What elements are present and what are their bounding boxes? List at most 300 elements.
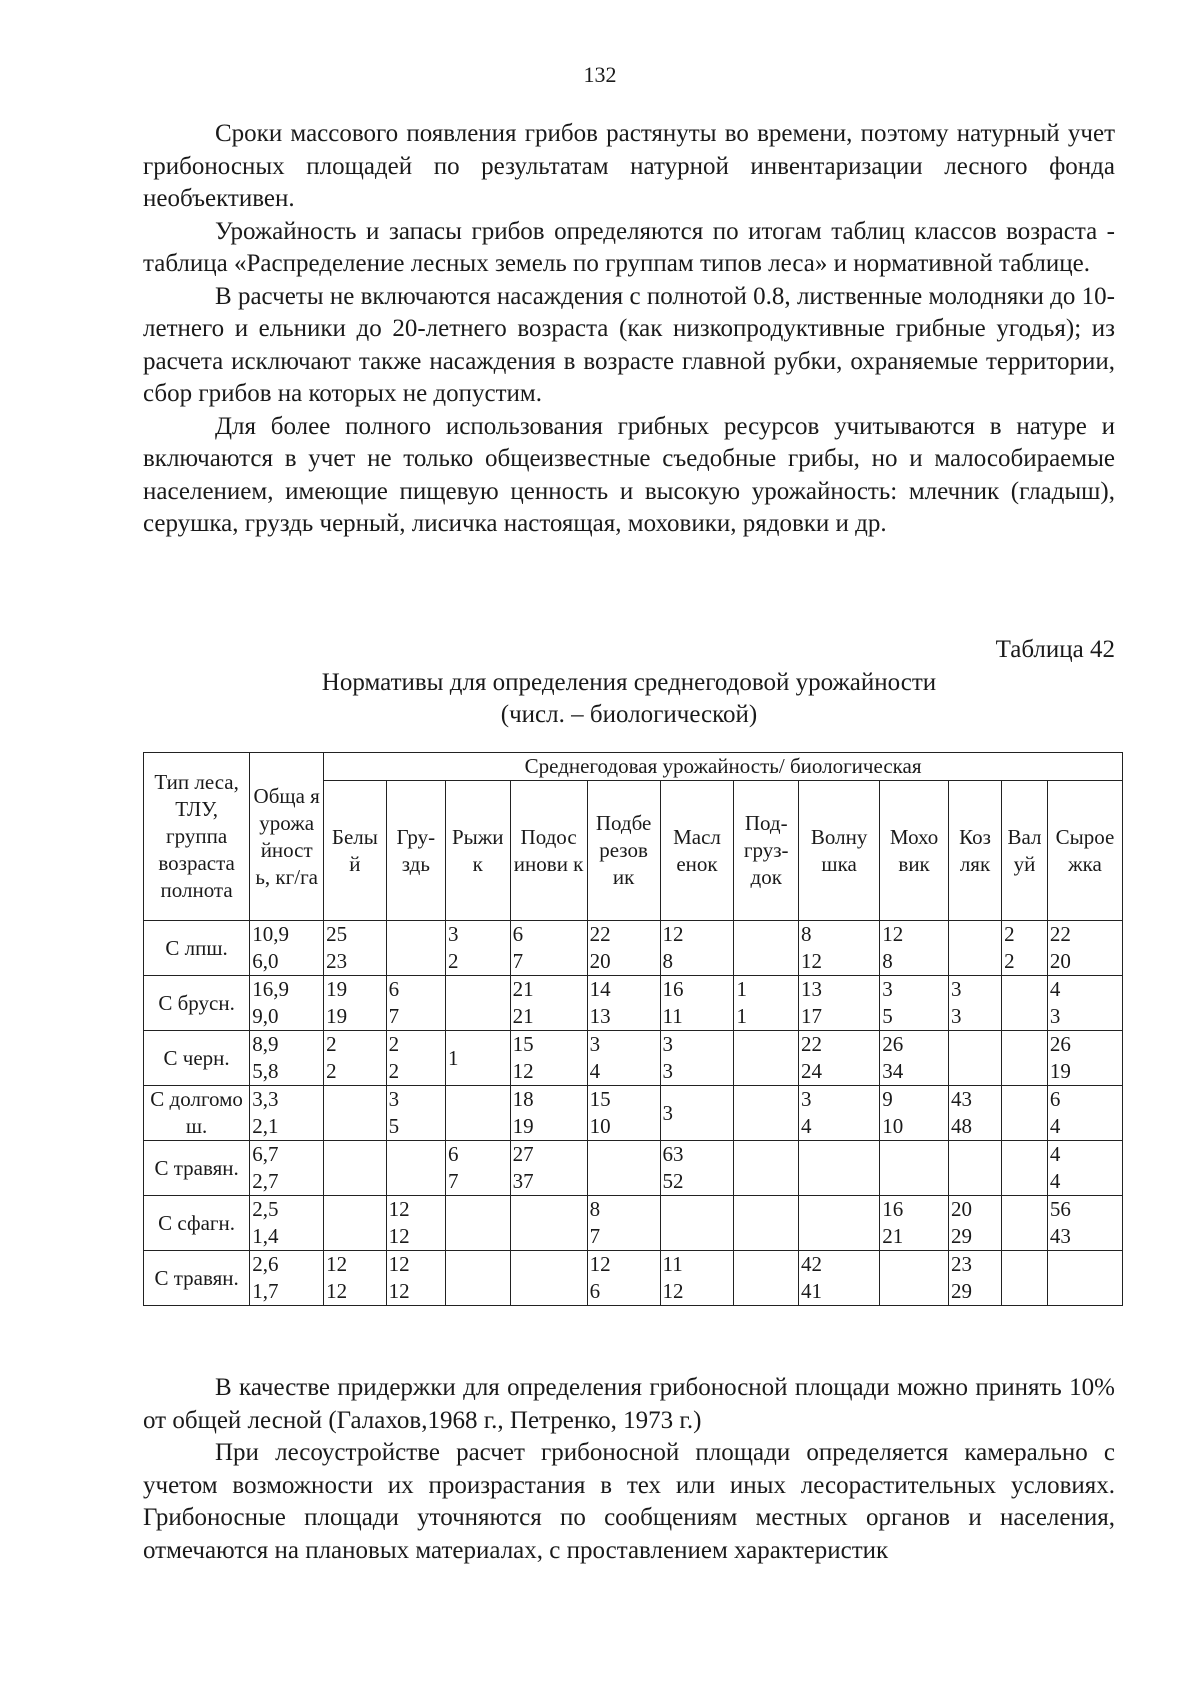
yield-cell [510, 1196, 587, 1251]
row-label: С долгомо ш. [144, 1086, 250, 1141]
cell-value: 17 [801, 1004, 823, 1028]
total-yield-cell [250, 976, 324, 1031]
header-species: Волну шка [799, 781, 880, 921]
yield-cell [880, 1141, 949, 1196]
cell-value: 5,8 [252, 1059, 279, 1083]
table-row [144, 1086, 1123, 1141]
cell-value: 10 [589, 1114, 611, 1138]
cell-value: 2 [388, 1032, 400, 1056]
cell-value: 12 [388, 1252, 410, 1276]
cell-value: 2 [326, 1032, 337, 1056]
yield-cell [324, 1196, 386, 1251]
cell-value [513, 1278, 585, 1305]
yield-cell [734, 1141, 799, 1196]
cell-value [736, 1223, 796, 1250]
yield-cell [880, 921, 949, 976]
header-species: Сырое жка [1047, 781, 1122, 921]
row-label: С сфагн. [144, 1196, 250, 1251]
yield-cell [1047, 1141, 1122, 1196]
cell-value [663, 1223, 732, 1250]
cell-value: 8 [882, 949, 893, 973]
cell-value: 8 [589, 1197, 601, 1221]
cell-value: 8,9 [252, 1032, 279, 1056]
cell-value: 23 [950, 1252, 972, 1276]
cell-value [1004, 1141, 1045, 1168]
total-yield-cell [250, 1086, 324, 1141]
yield-cell [1002, 1031, 1048, 1086]
cell-value: 2 [1004, 949, 1015, 973]
cell-value: 12 [882, 922, 904, 946]
table-title-line-2: (числ. – биологической) [500, 701, 758, 728]
cell-value: 26 [882, 1032, 904, 1056]
cell-value [736, 948, 796, 975]
cell-value [882, 1251, 946, 1278]
table-row [144, 921, 1123, 976]
yield-cell [587, 1086, 660, 1141]
yield-cell [660, 1086, 734, 1141]
cell-value: 2 [1004, 922, 1015, 946]
yield-cell [324, 1086, 386, 1141]
cell-value: 10,9 [252, 922, 289, 946]
cell-value: 6 [388, 977, 400, 1001]
yield-cell [510, 1031, 587, 1086]
cell-value [1004, 1086, 1045, 1113]
cell-value: 3 [950, 977, 962, 1001]
cell-value: 23 [326, 949, 348, 973]
yield-cell [1047, 976, 1122, 1031]
yield-cell [734, 976, 799, 1031]
cell-value [801, 1141, 877, 1168]
yield-cell [799, 976, 880, 1031]
cell-value: 7 [589, 1224, 601, 1248]
table-row [144, 1196, 1123, 1251]
cell-value [736, 1196, 796, 1223]
yield-cell [324, 976, 386, 1031]
row-label: С лпш. [144, 921, 250, 976]
yield-cell [386, 1031, 445, 1086]
cell-value [448, 1223, 508, 1250]
cell-value: 22 [1049, 922, 1071, 946]
yield-cell [587, 1251, 660, 1306]
cell-value: 3 [882, 977, 893, 1001]
cell-value: 3 [801, 1087, 812, 1111]
table-row [144, 1141, 1123, 1196]
yield-cell [446, 1196, 511, 1251]
cell-value [389, 1168, 443, 1195]
yield-cell [1002, 976, 1048, 1031]
cell-value: 4 [1049, 1169, 1061, 1193]
yield-cell [799, 1196, 880, 1251]
cell-value [1004, 976, 1045, 1003]
yield-cell [660, 921, 734, 976]
cell-value: 43 [950, 1087, 972, 1111]
cell-value [1004, 1251, 1045, 1278]
cell-value: 12 [662, 1279, 684, 1303]
header-species: Мохо вик [880, 781, 949, 921]
cell-value [513, 1251, 585, 1278]
cell-value [951, 948, 999, 975]
cell-value [801, 1196, 877, 1223]
cell-value: 6 [1049, 1087, 1061, 1111]
yield-cell [1047, 921, 1122, 976]
yield-cell [660, 1196, 734, 1251]
cell-value: 41 [801, 1279, 823, 1303]
cell-value [736, 1141, 796, 1168]
yield-cell [386, 1251, 445, 1306]
cell-value [1050, 1251, 1120, 1278]
cell-value [951, 1031, 999, 1058]
table-row [144, 1251, 1123, 1306]
yield-cell [446, 1031, 511, 1086]
yield-cell [948, 976, 1001, 1031]
cell-value: 12 [388, 1197, 410, 1221]
cell-value [448, 1278, 508, 1305]
cell-value: 4 [1049, 977, 1061, 1001]
yield-cell [799, 1141, 880, 1196]
yield-cell [510, 976, 587, 1031]
cell-value: 4 [1049, 1114, 1061, 1138]
cell-value: 21 [512, 977, 534, 1001]
yield-cell [948, 921, 1001, 976]
cell-value [326, 1223, 383, 1250]
yield-cell [386, 1141, 445, 1196]
yield-cell [880, 1196, 949, 1251]
yield-cell [1047, 1031, 1122, 1086]
cell-value [1004, 1278, 1045, 1305]
cell-value: 3 [950, 1004, 962, 1028]
cell-value: 12 [662, 922, 684, 946]
cell-value [1004, 1196, 1045, 1223]
cell-value [448, 976, 508, 1003]
yield-cell [1002, 921, 1048, 976]
cell-value: 6 [512, 922, 524, 946]
cell-value: 4 [1049, 1142, 1061, 1166]
cell-value: 19 [326, 977, 348, 1001]
header-species: Масл енок [660, 781, 734, 921]
header-species: Рыжи к [446, 781, 511, 921]
cell-value: 2,6 [252, 1252, 279, 1276]
cell-value: 11 [662, 1004, 683, 1028]
cell-value [663, 1196, 732, 1223]
cell-value [590, 1141, 658, 1168]
cell-value: 19 [326, 1004, 348, 1028]
yield-cell [948, 1031, 1001, 1086]
row-label: С брусн. [144, 976, 250, 1031]
cell-value: 48 [950, 1114, 972, 1138]
header-species: Подос инови к [510, 781, 587, 921]
cell-value [951, 1058, 999, 1085]
yield-cell [734, 1031, 799, 1086]
cell-value [326, 1196, 383, 1223]
cell-value [736, 1031, 796, 1058]
cell-value [326, 1086, 383, 1113]
cell-value: 6,0 [252, 949, 279, 973]
row-label: С травян. [144, 1141, 250, 1196]
table-number: Таблица 42 [995, 636, 1115, 663]
cell-value [590, 1168, 658, 1195]
cell-value: 13 [801, 977, 823, 1001]
yield-cell [880, 976, 949, 1031]
cell-value: 3,3 [252, 1087, 279, 1111]
cell-value: 13 [589, 1004, 611, 1028]
header-average-yield: Среднегодовая урожайность/ биологическая [324, 753, 1123, 781]
yield-cell [799, 921, 880, 976]
body-text-top [143, 118, 1115, 541]
cell-value [448, 1196, 508, 1223]
cell-value [448, 1113, 508, 1140]
cell-value: 12 [801, 949, 823, 973]
cell-value: 29 [950, 1224, 972, 1248]
yield-cell [799, 1031, 880, 1086]
yield-cell [734, 921, 799, 976]
cell-value [389, 948, 443, 975]
cell-value [448, 1003, 508, 1030]
cell-value [1004, 1031, 1045, 1058]
cell-value: 7 [448, 1169, 459, 1193]
cell-value: 7 [512, 949, 524, 973]
yield-cell [587, 1031, 660, 1086]
cell-value [1004, 1003, 1045, 1030]
cell-value: 8 [801, 922, 812, 946]
yield-cell [386, 976, 445, 1031]
table-row [144, 1031, 1123, 1086]
yield-cell [324, 1141, 386, 1196]
cell-value: 1 [736, 977, 747, 1001]
yield-cell [446, 1251, 511, 1306]
yield-cell [799, 1251, 880, 1306]
yield-cell [1002, 1196, 1048, 1251]
cell-value [736, 1086, 796, 1113]
cell-value [736, 1251, 796, 1278]
yield-cell [660, 1141, 734, 1196]
row-label: С травян. [144, 1251, 250, 1306]
yield-cell [324, 1031, 386, 1086]
cell-value: 42 [801, 1252, 823, 1276]
cell-value: 7 [388, 1004, 400, 1028]
cell-value: 10 [882, 1114, 904, 1138]
cell-value: 16 [882, 1197, 904, 1221]
cell-value [736, 1113, 796, 1140]
yield-cell [446, 1086, 511, 1141]
cell-value: 4 [589, 1059, 601, 1083]
cell-value [736, 1168, 796, 1195]
body-text-bottom [143, 1372, 1115, 1567]
yield-cell [446, 921, 511, 976]
cell-value: 21 [512, 1004, 534, 1028]
cell-value: 8 [662, 949, 674, 973]
paragraph: Урожайность и запасы грибов определяются по итогам таблиц классов возраста - таблица «Распределение лесных земель по группам типов леса» и нормативной таблице. [143, 217, 1115, 277]
yield-cell [1002, 1086, 1048, 1141]
cell-value: 12 [388, 1224, 410, 1248]
yield-cell [1002, 1251, 1048, 1306]
yield-cell [1047, 1251, 1122, 1306]
row-label: С черн. [144, 1031, 250, 1086]
cell-value: 2 [326, 1059, 337, 1083]
cell-value: 1 [736, 1004, 747, 1028]
yield-cell [1002, 1141, 1048, 1196]
cell-value: 1 [448, 1045, 459, 1070]
yield-cell [948, 1196, 1001, 1251]
cell-value: 18 [512, 1087, 534, 1111]
table-row [144, 976, 1123, 1031]
cell-value: 25 [326, 922, 348, 946]
cell-value: 15 [589, 1087, 611, 1111]
cell-value [882, 1278, 946, 1305]
cell-value [736, 1058, 796, 1085]
total-yield-cell [250, 1141, 324, 1196]
cell-value: 20 [950, 1197, 972, 1221]
cell-value [1004, 1058, 1045, 1085]
yield-cell [948, 1086, 1001, 1141]
header-total-yield: Обща я урожа йност ь, кг/га [250, 753, 324, 921]
cell-value: 29 [950, 1279, 972, 1303]
cell-value: 2 [388, 1059, 400, 1083]
yield-cell [1047, 1196, 1122, 1251]
cell-value: 3 [388, 1087, 400, 1111]
page-number: 132 [583, 62, 617, 87]
cell-value [1004, 1113, 1045, 1140]
yield-cell [587, 1141, 660, 1196]
cell-value: 15 [512, 1032, 534, 1056]
cell-value [1004, 1223, 1045, 1250]
cell-value: 14 [589, 977, 611, 1001]
paragraph: Сроки массового появления грибов растянуты во времени, поэтому натурный учет грибоносных площадей по результатам натурной инвентаризации лесного фонда необъективен. [143, 120, 1115, 212]
cell-value: 3 [662, 1032, 674, 1056]
yield-cell [386, 1086, 445, 1141]
cell-value: 2,1 [252, 1114, 279, 1138]
cell-value [801, 1168, 877, 1195]
yield-cell [510, 1086, 587, 1141]
cell-value: 1,4 [252, 1224, 279, 1248]
cell-value: 16,9 [252, 977, 289, 1001]
yield-cell [386, 921, 445, 976]
cell-value: 21 [882, 1224, 904, 1248]
cell-value: 6 [448, 1142, 459, 1166]
cell-value: 20 [1049, 949, 1071, 973]
cell-value: 3 [1049, 1004, 1061, 1028]
yield-cell [324, 1251, 386, 1306]
cell-value: 3 [662, 1100, 674, 1125]
yield-cell [734, 1196, 799, 1251]
cell-value: 52 [662, 1169, 684, 1193]
cell-value: 2 [448, 949, 459, 973]
cell-value [1004, 1168, 1045, 1195]
cell-value: 12 [326, 1252, 348, 1276]
cell-value: 2,7 [252, 1169, 279, 1193]
cell-value: 5 [388, 1114, 400, 1138]
yield-cell [660, 1251, 734, 1306]
cell-value: 3 [448, 922, 459, 946]
yield-cell [324, 921, 386, 976]
cell-value: 24 [801, 1059, 823, 1083]
cell-value [389, 1141, 443, 1168]
cell-value: 5 [882, 1004, 893, 1028]
cell-value: 19 [512, 1114, 534, 1138]
cell-value: 43 [1049, 1224, 1071, 1248]
cell-value [1050, 1278, 1120, 1305]
cell-value [326, 1141, 383, 1168]
paragraph: В качестве придержки для определения грибоносной площади можно принять 10% от общей лесной (Галахов,1968 г., Петренко, 1973 г.) [143, 1374, 1115, 1434]
yield-cell [386, 1196, 445, 1251]
cell-value [736, 1278, 796, 1305]
cell-value: 9,0 [252, 1004, 279, 1028]
yield-cell [587, 976, 660, 1031]
cell-value: 3 [662, 1059, 674, 1083]
cell-value [513, 1196, 585, 1223]
yield-cell [734, 1251, 799, 1306]
cell-value: 4 [801, 1114, 812, 1138]
cell-value: 11 [662, 1252, 683, 1276]
yield-cell [660, 1031, 734, 1086]
cell-value [951, 1168, 999, 1195]
paragraph: В расчеты не включаются насаждения с полнотой 0.8, лиственные молодняки до 10-летнего и ельники до 20-летнего возраста (как низкопродуктивные грибные угодья); из расчета исключают также насаждения в возрасте главной рубки, охраняемые территории, сбор грибов на которых не допустим. [143, 282, 1115, 407]
cell-value: 6,7 [252, 1142, 279, 1166]
yield-cell [948, 1251, 1001, 1306]
cell-value: 6 [589, 1279, 601, 1303]
cell-value: 12 [388, 1279, 410, 1303]
cell-value: 56 [1049, 1197, 1071, 1221]
total-yield-cell [250, 921, 324, 976]
yield-cell [510, 1251, 587, 1306]
cell-value [326, 1113, 383, 1140]
yield-cell [587, 921, 660, 976]
header-species: Белы й [324, 781, 386, 921]
cell-value: 12 [589, 1252, 611, 1276]
cell-value [389, 921, 443, 948]
yield-cell [1047, 1086, 1122, 1141]
yield-cell [880, 1031, 949, 1086]
cell-value: 1,7 [252, 1279, 279, 1303]
cell-value: 34 [882, 1059, 904, 1083]
yield-cell [660, 976, 734, 1031]
yield-cell [799, 1086, 880, 1141]
cell-value [448, 1251, 508, 1278]
yield-cell [587, 1196, 660, 1251]
cell-value [801, 1223, 877, 1250]
header-species: Коз ляк [948, 781, 1001, 921]
cell-value [882, 1141, 946, 1168]
cell-value [951, 921, 999, 948]
yield-cell [510, 921, 587, 976]
header-species: Подбе резов ик [587, 781, 660, 921]
cell-value: 12 [326, 1279, 348, 1303]
cell-value [448, 1086, 508, 1113]
cell-value: 3 [589, 1032, 601, 1056]
cell-value: 20 [589, 949, 611, 973]
cell-value: 19 [1049, 1059, 1071, 1083]
yield-cell [880, 1086, 949, 1141]
total-yield-cell [250, 1196, 324, 1251]
cell-value: 26 [1049, 1032, 1071, 1056]
cell-value: 22 [801, 1032, 823, 1056]
yield-cell [948, 1141, 1001, 1196]
cell-value: 2,5 [252, 1197, 279, 1221]
cell-value: 12 [512, 1059, 534, 1083]
cell-value [513, 1223, 585, 1250]
header-species: Гру- здь [386, 781, 445, 921]
cell-value: 16 [662, 977, 684, 1001]
cell-value: 22 [589, 922, 611, 946]
cell-value: 27 [512, 1142, 534, 1166]
header-species: Под- груз- док [734, 781, 799, 921]
table-title-line-1: Нормативы для определения среднегодовой урожайности [321, 669, 937, 696]
cell-value [736, 921, 796, 948]
yield-cell [446, 1141, 511, 1196]
yield-cell [880, 1251, 949, 1306]
paragraph: При лесоустройстве расчет грибоносной площади определяется камерально с учетом возможности их произрастания в тех или иных лесорастительных условиях. Грибоносные площади уточняются по сообщениям местных органов и населения, отмечаются на плановых материалах, с проставлением характеристик [143, 1439, 1115, 1564]
cell-value: 9 [882, 1087, 893, 1111]
header-forest-type: Тип леса, ТЛУ, группа возраста полнота [144, 753, 250, 921]
